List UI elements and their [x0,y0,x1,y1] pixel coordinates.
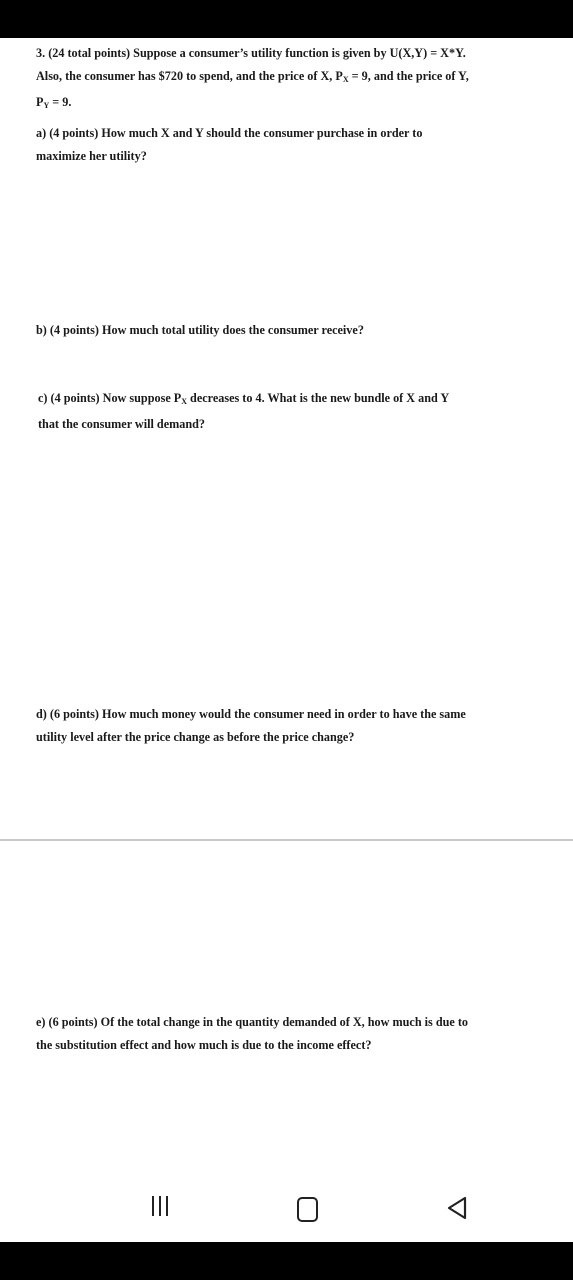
intro-line-1: 3. (24 total points) Suppose a consumer’s utility function is given by U(X,Y) = X*Y. [36,46,466,60]
part-a-line-2: maximize her utility? [36,149,147,163]
page-divider [0,839,573,841]
question-part-c [38,387,538,436]
recents-icon[interactable] [149,1194,171,1220]
question-intro [36,42,536,117]
part-e-line-2: the substitution effect and how much is due to the income effect? [36,1038,372,1052]
intro-line-2: Also, the consumer has $720 to spend, and the price of X, $P_X = 9$, and the price of Y, [36,69,469,84]
question-part-d [36,703,536,749]
bottom-bar [0,1242,573,1280]
part-b-line-1: b) (4 points) How much total utility does the consumer receive? [36,323,364,337]
part-c-line-1: c) (4 points) Now suppose $P_X$ decreases to 4. What is the new bundle of X and Y [38,391,450,406]
part-d-line-1: d) (6 points) How much money would the consumer need in order to have the same [36,707,466,721]
part-d-line-2: utility level after the price change as before the price change? [36,730,355,744]
back-icon[interactable] [446,1196,468,1220]
home-icon[interactable] [297,1197,318,1222]
status-bar [0,0,573,38]
part-a-line-1: a) (4 points) How much X and Y should the consumer purchase in order to [36,126,423,140]
question-part-a [36,122,536,168]
question-part-e [36,1011,536,1057]
intro-line-3: $P_Y = 9$. [36,95,72,110]
question-part-b [36,319,536,342]
part-e-line-1: e) (6 points) Of the total change in the quantity demanded of X, how much is due to [36,1015,469,1029]
part-c-line-2: that the consumer will demand? [38,417,206,431]
